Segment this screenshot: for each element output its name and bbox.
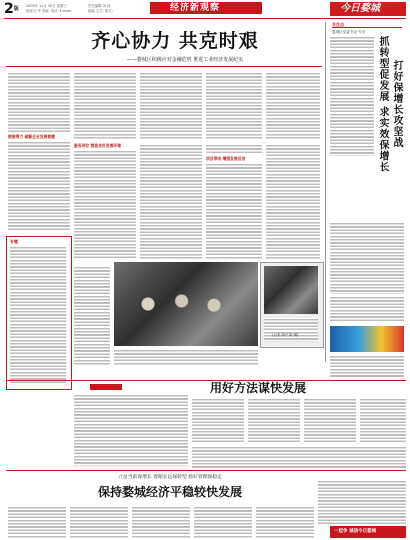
lead-column-4c bbox=[206, 163, 262, 260]
inset-photo-text bbox=[264, 318, 318, 342]
bottom-column-1 bbox=[8, 506, 66, 538]
bottom-column-6 bbox=[318, 480, 406, 524]
edition-line: 责任编辑:刘 琼 bbox=[88, 4, 111, 8]
mid-rule bbox=[6, 380, 406, 381]
right-column-rule bbox=[325, 22, 326, 362]
header-rule bbox=[4, 18, 406, 19]
right-vertical-headline-2: 打好保增长攻坚战 bbox=[391, 60, 402, 148]
bottom-column-4 bbox=[194, 506, 252, 538]
lead-column-4 bbox=[206, 72, 262, 140]
bottom-headline: 保持婺城经济平稳较快发展 bbox=[97, 485, 242, 499]
lead-subhead-3: 项目带动 增强发展后劲 bbox=[206, 156, 246, 161]
lead-subheadline: ——婺城区积极应对金融危机 推进工业经济发展纪实 bbox=[126, 57, 244, 63]
right-vertical-headline-1: 抓转型促发展 求实效保增长 bbox=[377, 36, 388, 173]
lead-column-2 bbox=[74, 72, 136, 140]
right-column-text-mid bbox=[330, 222, 404, 294]
right-column-text-low bbox=[330, 296, 404, 322]
info-line-2: 邮编 主任: 版式: bbox=[88, 9, 113, 13]
mid-column-1 bbox=[192, 398, 244, 442]
mid-column-4 bbox=[360, 398, 406, 442]
right-column-kicker: 婺城区党委书记·专访 bbox=[332, 30, 366, 34]
bottom-column-3 bbox=[132, 506, 190, 538]
date-line: 2009年 12月 30日 星期三 bbox=[26, 4, 67, 8]
right-ad-banner bbox=[330, 326, 404, 352]
mid-headline: 用好方法谋快发展 bbox=[210, 381, 307, 395]
page-number bbox=[4, 2, 19, 16]
lead-column-2b bbox=[74, 150, 136, 260]
lead-column-3 bbox=[140, 72, 202, 140]
mid-column-3 bbox=[304, 398, 356, 442]
lead-subhead-2: 服务到位 营造良好发展环境 bbox=[74, 143, 121, 148]
inset-photo bbox=[264, 266, 318, 314]
lead-column-3b bbox=[140, 144, 202, 260]
lead-column-tail bbox=[74, 266, 110, 366]
mid-column-left bbox=[74, 394, 188, 466]
page-suffix: 版 bbox=[13, 6, 19, 12]
lead-column-5b bbox=[266, 144, 320, 260]
lead-column-1b bbox=[8, 141, 70, 231]
right-ad-text bbox=[330, 355, 404, 377]
lead-byline: (记者 胡兴 陈 钢) bbox=[272, 333, 299, 337]
lead-column-5 bbox=[266, 72, 320, 140]
lead-photo-figures bbox=[124, 280, 244, 340]
bottom-column-2 bbox=[70, 506, 128, 538]
info-line-1: 组版:江华 美编: 电话: E-mail: bbox=[26, 9, 72, 13]
lead-subhead-1: 措施得力 破解企业发展难题 bbox=[8, 134, 55, 139]
right-column-text-top bbox=[330, 36, 374, 156]
mid-column-2 bbox=[248, 398, 300, 442]
section-title: 经济新观察 bbox=[170, 3, 221, 13]
lead-column-1 bbox=[8, 72, 70, 132]
page-number-digit: 2 bbox=[4, 1, 14, 17]
lead-headline: 齐心协力 共克时艰 bbox=[91, 30, 259, 52]
lead-column-4b bbox=[206, 144, 262, 154]
box-article-text bbox=[10, 246, 66, 384]
masthead: 今日婺城 bbox=[340, 3, 380, 14]
right-column-tag: 关注点 bbox=[332, 22, 402, 28]
bottom-kicker: 立足当前保增长 着眼长远保转型 抓好管理保稳定 bbox=[118, 475, 222, 480]
mid-tag bbox=[90, 384, 122, 390]
lead-photo-caption bbox=[114, 349, 258, 365]
mid-column-bottom bbox=[192, 446, 406, 468]
lead-rule bbox=[6, 66, 322, 67]
bottom-rule bbox=[6, 470, 406, 471]
box-article-label: 专题 bbox=[10, 239, 18, 244]
footer-text: 一起争 诚信今日婺城 bbox=[334, 529, 377, 534]
bottom-column-5 bbox=[256, 506, 314, 538]
